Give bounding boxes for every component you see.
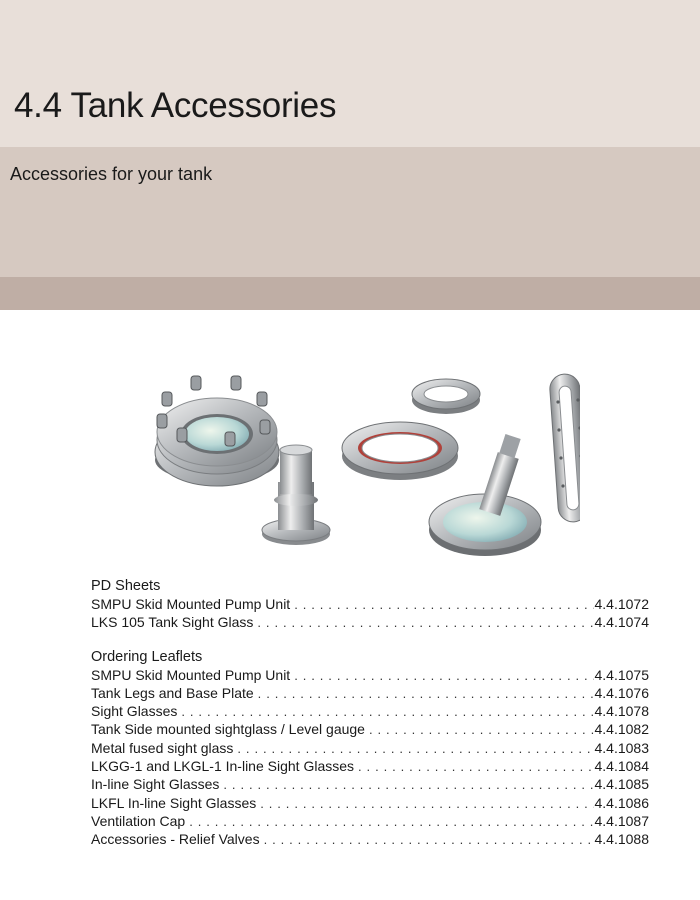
toc-entry-page: 4.4.1076: [594, 684, 649, 701]
section-spacer: [91, 632, 649, 649]
small-clamp-ring-image: [412, 379, 480, 414]
page-title: 4.4 Tank Accessories: [14, 86, 337, 125]
toc-entry-page: 4.4.1075: [594, 666, 649, 683]
toc-entry-page: 4.4.1078: [594, 703, 649, 720]
gasket-ring-image: [342, 422, 458, 480]
dot-leader: [258, 685, 594, 703]
level-gauge-image: [549, 373, 580, 523]
toc-entry: [91, 757, 649, 775]
toc-entry: [91, 595, 649, 613]
toc-entry-title: LKFL In-line Sight Glasses: [91, 794, 257, 811]
dot-leader: [264, 831, 594, 849]
dot-leader: [237, 740, 593, 758]
dot-leader: [294, 596, 593, 614]
toc-entry-page: 4.4.1074: [594, 614, 649, 631]
toc-entry: [91, 684, 649, 702]
toc-section-pd-sheets: [91, 578, 649, 632]
toc-entry-page: 4.4.1088: [594, 831, 649, 848]
toc-entry: [91, 666, 649, 684]
toc-section-ordering-leaflets: [91, 649, 649, 849]
page-subtitle: Accessories for your tank: [10, 164, 213, 184]
dot-leader: [358, 758, 593, 776]
toc-entry: [91, 702, 649, 720]
toc-entry-title: Sight Glasses: [91, 703, 178, 720]
toc-entry-page: 4.4.1085: [594, 776, 649, 793]
tank-accessories-product-photo: [140, 362, 580, 562]
dot-leader: [369, 721, 594, 739]
toc-entry-page: 4.4.1072: [594, 596, 649, 612]
toc-entry: [91, 794, 649, 812]
toc-entry: [91, 812, 649, 830]
toc-entry-page: 4.4.1083: [594, 739, 649, 756]
toc-list: [91, 595, 649, 632]
toc-list: [91, 666, 649, 849]
dot-leader: [294, 667, 593, 685]
toc-entry: [91, 720, 649, 738]
toc-entry-title: Tank Legs and Base Plate: [91, 684, 254, 701]
toc-entry-page: 4.4.1086: [594, 794, 649, 811]
toc-section-heading: PD Sheets: [91, 578, 161, 594]
header-band-bottom: [0, 277, 700, 310]
toc-entry-title: Metal fused sight glass: [91, 739, 234, 756]
toc-entry-title: LKGG-1 and LKGL-1 In-line Sight Glasses: [91, 758, 355, 775]
toc-entry: [91, 613, 649, 631]
dot-leader: [257, 614, 593, 632]
flange-sight-glass-image: [155, 376, 279, 486]
toc-entry-title: SMPU Skid Mounted Pump Unit: [91, 666, 291, 683]
toc-entry: [91, 830, 649, 848]
toc-entry-page: 4.4.1082: [594, 721, 649, 738]
toc-entry-title: In-line Sight Glasses: [91, 776, 220, 793]
toc-entry-title: Accessories - Relief Valves: [91, 831, 260, 848]
toc-entry-page: 4.4.1087: [594, 812, 649, 829]
toc-entry: [91, 775, 649, 793]
toc-entry: [91, 739, 649, 757]
toc-entry-title: SMPU Skid Mounted Pump Unit: [91, 596, 291, 612]
toc-section-heading: Ordering Leaflets: [91, 648, 203, 665]
dot-leader: [223, 776, 593, 794]
toc-entry-title: Tank Side mounted sightglass / Level gauge: [91, 721, 365, 738]
dot-leader: [189, 813, 593, 831]
dot-leader: [260, 795, 593, 813]
toc-entry-page: 4.4.1084: [594, 758, 649, 775]
table-of-contents: [91, 578, 649, 849]
dot-leader: [181, 703, 593, 721]
toc-entry-title: Ventilation Cap: [91, 812, 186, 829]
toc-entry-title: LKS 105 Tank Sight Glass: [91, 614, 254, 631]
